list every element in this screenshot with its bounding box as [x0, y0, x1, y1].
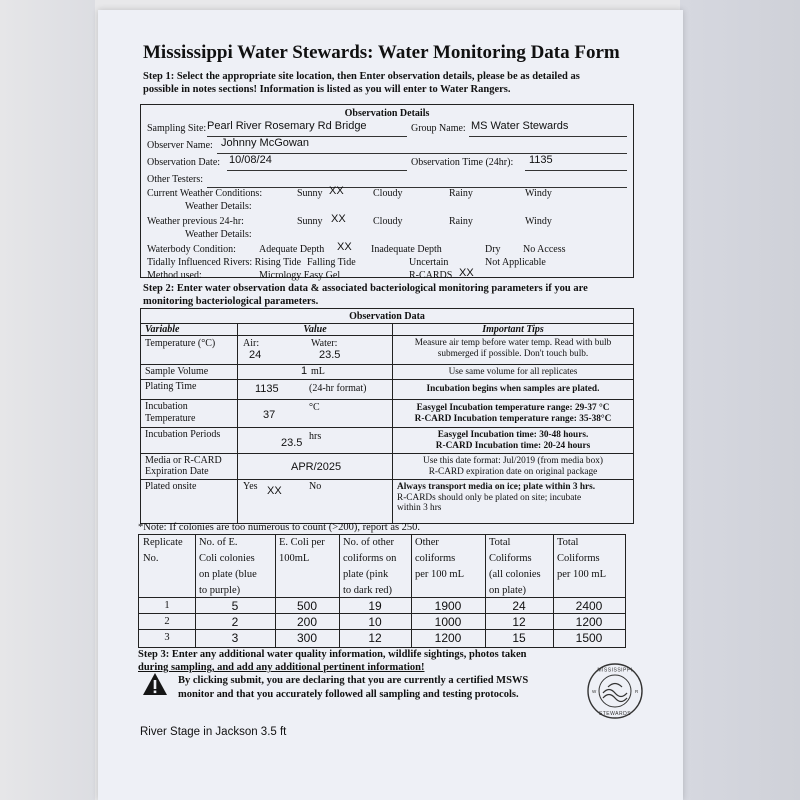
row-divider [141, 364, 633, 365]
incubation-temp-value[interactable]: 37 [263, 409, 276, 421]
not-applicable-option[interactable]: Not Applicable [485, 257, 546, 268]
step1-line1: Step 1: Select the appropriate site location, then Enter observation details, please be as detailed as [143, 71, 580, 82]
observer-name-value[interactable]: Johnny McGowan [221, 137, 310, 149]
svg-text:R: R [635, 689, 639, 694]
observation-time-line [525, 170, 627, 171]
table-cell[interactable]: 2400 [575, 599, 603, 613]
plating-time-value[interactable]: 1135 [255, 383, 279, 395]
table-cell[interactable]: 500 [296, 599, 318, 613]
method-used-label: Method used: [147, 270, 202, 281]
col-value-header: Value [303, 324, 327, 335]
media-expiration-tip-line2: R-CARD expiration date on original package [428, 466, 598, 477]
header-ecoli-colonies [199, 535, 257, 599]
row-divider [141, 335, 633, 336]
colonies-note: *Note: If colonies are too numerous to count (>200), report as 250. [138, 522, 421, 533]
plated-onsite-tip-line1: Always transport media on ice; plate within 3 hrs. [397, 482, 596, 492]
plated-no-option[interactable]: No [309, 481, 322, 492]
media-expiration-value[interactable]: APR/2025 [291, 461, 342, 473]
sample-volume-value[interactable]: 1 [301, 365, 308, 377]
step3-line1: Step 3: Enter any additional water quality information, wildlife sightings, photos taken [138, 649, 527, 660]
table-cell[interactable]: 300 [296, 631, 318, 645]
prev-windy-option[interactable]: Windy [525, 216, 552, 227]
media-expiration-label-1: Media or R-CARD [145, 455, 222, 466]
media-expiration-tip [393, 456, 633, 477]
uncertain-option[interactable]: Uncertain [409, 257, 449, 268]
header-line: plate (pink [343, 569, 389, 580]
incubation-temp-label-2: Temperature [145, 413, 196, 424]
step3-instructions [138, 648, 526, 674]
observation-data-table [140, 308, 634, 524]
group-name-line [469, 136, 627, 137]
step3-line2: during sampling, and add any additional pertinent information! [138, 662, 425, 673]
col-tips-header: Important Tips [482, 324, 544, 335]
incubation-temp-label-1: Incubation [145, 401, 188, 412]
rcards-mark: XX [459, 267, 474, 279]
incubation-periods-tip-line2: R-CARD Incubation time: 20-24 hours [435, 440, 591, 451]
header-total-coliforms [489, 535, 541, 599]
table-cell[interactable]: 12 [512, 615, 526, 629]
row-divider [141, 399, 633, 400]
form-title: Mississippi Water Stewards: Water Monitoring Data Form [143, 42, 620, 63]
plated-onsite-tip [397, 482, 595, 514]
incubation-temp-tip [393, 403, 633, 424]
plating-time-format: (24-hr format) [309, 383, 367, 394]
dry-option[interactable]: Dry [485, 244, 501, 255]
temperature-label: Temperature (°C) [145, 338, 216, 349]
prev-sunny-option[interactable]: Sunny [297, 216, 323, 227]
plating-time-tip: Incubation begins when samples are plated. [426, 384, 600, 394]
header-line: Total [557, 537, 579, 548]
table-cell[interactable]: 3 [231, 631, 239, 645]
inadequate-depth-option[interactable]: Inadequate Depth [371, 244, 442, 255]
table-cell: 3 [164, 632, 170, 643]
data-form-paper [98, 10, 683, 800]
observer-name-line [217, 153, 627, 154]
adequate-depth-mark: XX [337, 241, 352, 253]
rcards-option[interactable]: R-CARDS [409, 270, 453, 281]
falling-tide-option[interactable]: Falling Tide [307, 257, 356, 268]
incubation-periods-tip [393, 430, 633, 451]
header-line: coliforms [415, 553, 456, 564]
header-line: Other [415, 537, 439, 548]
row-divider [141, 453, 633, 454]
header-line: on plate) [489, 585, 527, 596]
svg-text:W: W [592, 689, 597, 694]
table-cell[interactable]: 1000 [434, 615, 462, 629]
header-ecoli-per-100ml [279, 535, 325, 567]
air-value[interactable]: 24 [249, 349, 262, 361]
step1-instructions [143, 70, 580, 96]
col-variable-header: Variable [145, 324, 180, 335]
header-line: No. [143, 553, 159, 564]
air-label: Air: [243, 338, 260, 349]
waterbody-condition-label: Waterbody Condition: [147, 244, 236, 255]
header-line: per 100 mL [557, 569, 606, 580]
observation-time-value[interactable]: 1135 [529, 154, 553, 166]
incubation-periods-label: Incubation Periods [145, 429, 221, 440]
observation-time-label: Observation Time (24hr): [411, 157, 514, 168]
header-line: 100mL [279, 553, 310, 564]
plated-yes-option[interactable]: Yes [243, 481, 258, 492]
incubation-periods-unit: hrs [309, 431, 322, 442]
incubation-temp-unit: °C [309, 402, 320, 413]
incubation-periods-tip-line1: Easygel Incubation time: 30-48 hours. [437, 430, 589, 440]
warning-icon [142, 672, 168, 701]
micrology-option[interactable]: Micrology Easy Gel [259, 270, 341, 281]
step2-line1: Step 2: Enter water observation data & associated bacteriological monitoring parameters if you are [143, 283, 588, 294]
row-divider [141, 379, 633, 380]
weather-windy-option[interactable]: Windy [525, 188, 552, 199]
temperature-tip-line2: submerged if possible. Don't touch bulb. [437, 348, 589, 359]
observation-details-box [140, 104, 634, 281]
header-line: to dark red) [343, 585, 392, 596]
table-cell[interactable]: 2 [231, 615, 239, 629]
header-line: E. Coli per [279, 537, 325, 548]
table-cell[interactable]: 200 [296, 615, 318, 629]
table-cell[interactable]: 1200 [575, 615, 603, 629]
current-weather-label: Current Weather Conditions: [147, 188, 263, 199]
media-expiration-tip-line1: Use this date format: Jul/2019 (from media box) [423, 456, 603, 466]
plated-yes-mark: XX [267, 485, 282, 497]
sampling-site-label: Sampling Site: [147, 123, 207, 134]
header-line: Total [489, 537, 511, 548]
header-line: Replicate [143, 537, 183, 548]
water-label: Water: [311, 338, 338, 349]
other-testers-label: Other Testers: [147, 174, 204, 185]
sample-volume-label: Sample Volume [145, 366, 209, 377]
weather-previous-label: Weather previous 24-hr: [147, 216, 244, 227]
header-line: coliforms on [343, 553, 397, 564]
sampling-site-value[interactable]: Pearl River Rosemary Rd Bridge [207, 120, 367, 132]
plated-onsite-tip-line3: within 3 hrs [397, 503, 442, 513]
table-cell: 1 [164, 600, 170, 611]
observation-date-line [227, 170, 407, 171]
row-divider [141, 427, 633, 428]
table-cell[interactable]: 19 [368, 599, 382, 613]
weather-sunny-option[interactable]: Sunny [297, 188, 323, 199]
observer-name-label: Observer Name: [147, 140, 213, 151]
header-line: No. of other [343, 537, 395, 548]
incubation-temp-tip-line2: R-CARD Incubation temperature range: 35-38°C [414, 413, 612, 424]
observation-data-heading: Observation Data [349, 311, 425, 322]
row-divider [141, 479, 633, 480]
declaration-text [178, 674, 528, 702]
weather-sunny-mark: XX [329, 185, 344, 197]
observation-date-label: Observation Date: [147, 157, 221, 168]
adequate-depth-option[interactable]: Adequate Depth [259, 244, 325, 255]
plating-time-label: Plating Time [145, 381, 197, 392]
sample-volume-unit: mL [311, 366, 325, 377]
table-cell[interactable]: 5 [231, 599, 239, 613]
header-line: per 100 mL [415, 569, 464, 580]
prev-cloudy-option[interactable]: Cloudy [373, 216, 403, 227]
header-line: Coliforms [489, 553, 532, 564]
plated-onsite-tip-line2: R-CARDs should only be plated on site; incubate [397, 492, 582, 503]
header-line: Coliforms [557, 553, 600, 564]
weather-cloudy-option[interactable]: Cloudy [373, 188, 403, 199]
group-name-value[interactable]: MS Water Stewards [471, 120, 569, 132]
weather-details-label-2: Weather Details: [185, 229, 252, 240]
declaration-line1: By clicking submit, you are declaring that you are currently a certified MSWS [178, 675, 529, 686]
column-divider [237, 323, 238, 523]
header-line: on plate (blue [199, 569, 257, 580]
weather-details-label: Weather Details: [185, 201, 252, 212]
prev-rainy-option[interactable]: Rainy [449, 216, 473, 227]
additional-notes-value[interactable]: River Stage in Jackson 3.5 ft [140, 726, 287, 738]
table-cell[interactable]: 10 [368, 615, 382, 629]
svg-text:MISSISSIPPI: MISSISSIPPI [597, 667, 633, 674]
no-access-option[interactable]: No Access [523, 244, 566, 255]
incubation-periods-value[interactable]: 23.5 [281, 437, 303, 449]
prev-sunny-mark: XX [331, 213, 346, 225]
sample-volume-tip: Use same volume for all replicates [448, 367, 578, 377]
tidal-rising-option[interactable]: Tidally Influenced Rivers: Rising Tide [147, 257, 302, 268]
table-cell[interactable]: 24 [512, 599, 526, 613]
table-cell: 2 [164, 616, 170, 627]
media-expiration-label-2: Expiration Date [145, 466, 209, 477]
header-line: to purple) [199, 585, 241, 596]
header-replicate [143, 535, 183, 567]
step2-line2: monitoring bacteriological parameters. [143, 296, 319, 307]
incubation-temp-tip-line1: Easygel Incubation temperature range: 29-37 °C [416, 403, 610, 413]
colony-counts-table [138, 534, 626, 648]
table-cell[interactable]: 1500 [575, 631, 603, 645]
svg-text:STEWARDS: STEWARDS [598, 711, 632, 717]
header-total-per-100ml [557, 535, 606, 583]
table-surface-left [0, 0, 95, 800]
water-stewards-seal [586, 662, 644, 725]
header-line: No. of E. [199, 537, 238, 548]
water-value[interactable]: 23.5 [319, 349, 341, 361]
table-cell[interactable]: 12 [368, 631, 382, 645]
table-cell[interactable]: 1900 [434, 599, 462, 613]
observation-date-value[interactable]: 10/08/24 [229, 154, 272, 166]
table-cell[interactable]: 15 [512, 631, 526, 645]
step2-instructions [143, 282, 588, 308]
header-other-per-100ml [415, 535, 464, 583]
table-surface-right [680, 0, 800, 800]
group-name-label: Group Name: [411, 123, 466, 134]
plated-onsite-label: Plated onsite [145, 481, 197, 492]
weather-rainy-option[interactable]: Rainy [449, 188, 473, 199]
other-testers-line [207, 187, 627, 188]
step1-line2: possible in notes sections! Information is listed as you will enter to Water Rangers. [143, 84, 511, 95]
declaration-line2: monitor and that you accurately followed all sampling and testing protocols. [178, 689, 519, 700]
header-line: Coli colonies [199, 553, 255, 564]
table-cell[interactable]: 1200 [434, 631, 462, 645]
temperature-tip-line1: Measure air temp before water temp. Read with bulb [414, 338, 612, 348]
header-other-coliforms [343, 535, 396, 599]
header-line: (all colonies [489, 569, 541, 580]
observation-details-heading: Observation Details [344, 108, 430, 119]
temperature-tip [393, 338, 633, 359]
